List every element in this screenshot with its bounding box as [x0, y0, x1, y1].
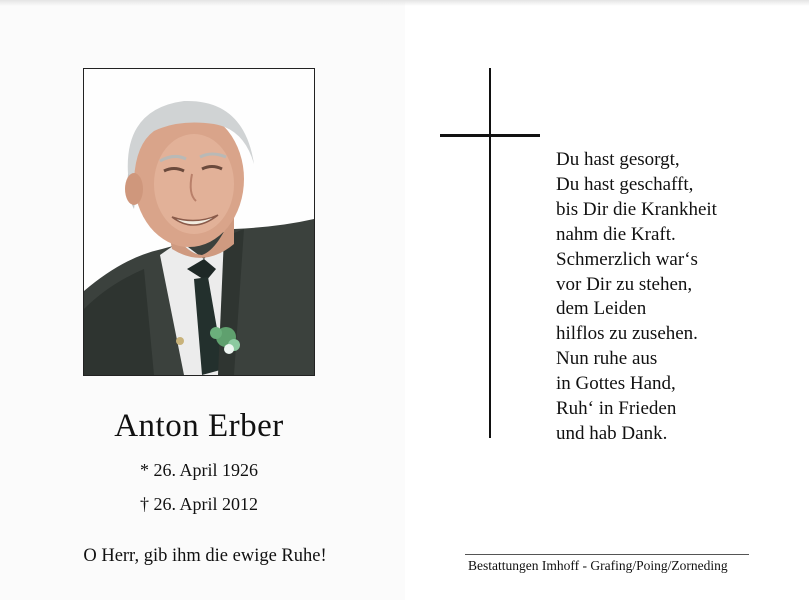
- poem-line: hilflos zu zusehen.: [556, 323, 698, 345]
- poem-line: in Gottes Hand,: [556, 373, 676, 395]
- memorial-poem: [556, 148, 796, 447]
- prayer-line: O Herr, gib ihm die ewige Ruhe!: [83, 546, 327, 566]
- portrait-illustration: [84, 69, 314, 375]
- poem-line: Nun ruhe aus: [556, 348, 658, 370]
- cross-horizontal-beam: [440, 134, 540, 137]
- poem-line: Du hast gesorgt,: [556, 149, 680, 170]
- poem-line: Du hast geschafft,: [556, 173, 694, 195]
- death-date: † 26. April 2012: [139, 494, 258, 514]
- card-edge-shadow: [0, 0, 809, 6]
- poem-line: nahm die Kraft.: [556, 223, 676, 245]
- poem-line: dem Leiden: [556, 298, 647, 320]
- poem-line: bis Dir die Krankheit: [556, 198, 717, 220]
- poem-line: Ruh‘ in Frieden: [556, 398, 677, 420]
- poem-line: und hab Dank.: [556, 422, 668, 444]
- poem-line: vor Dir zu stehen,: [556, 273, 693, 295]
- deceased-name: Anton Erber: [114, 408, 284, 444]
- funeral-home-credit: Bestattungen Imhoff - Grafing/Poing/Zorneding: [468, 558, 728, 573]
- cross-vertical-beam: [489, 68, 491, 438]
- poem-line: Schmerzlich war‘s: [556, 248, 698, 270]
- portrait-photo: [83, 68, 315, 376]
- footer-divider: [465, 554, 749, 555]
- birth-date: * 26. April 1926: [139, 460, 258, 480]
